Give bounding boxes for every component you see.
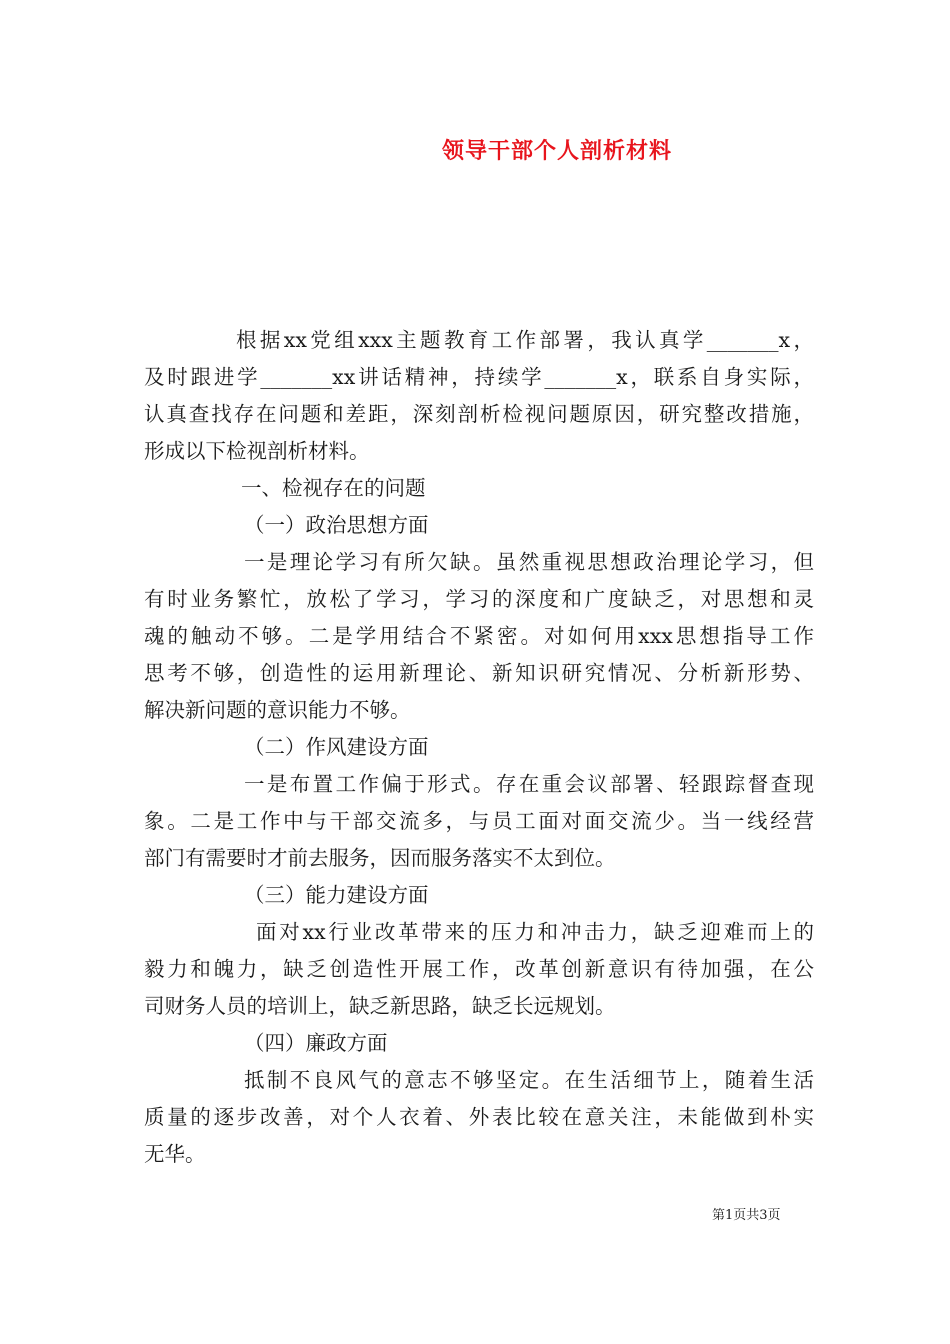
subsection-paragraph (144, 914, 814, 1025)
text-line: 认真查找存在问题和差距，深刻剖析检视问题原因，研究整改措施， (144, 402, 814, 426)
subsection-heading: （一）政治思想方面 (244, 513, 429, 537)
text-line: 思考不够，创造性的运用新理论、新知识研究情况、分析新形势、 (144, 661, 814, 685)
text-line: 质量的逐步改善，对个人衣着、外表比较在意关注，未能做到朴实 (144, 1105, 814, 1129)
subsection-heading: （二）作风建设方面 (244, 735, 429, 759)
subsection-heading: （四）廉政方面 (244, 1031, 388, 1055)
subsection-paragraph (144, 544, 814, 729)
text-line: 面对xx行业改革带来的压力和冲击力，缺乏迎难而上的 (256, 920, 814, 944)
page-number-footer: 第1页共3页 (712, 1208, 781, 1223)
subsection-paragraph (144, 1062, 814, 1173)
document-title: 领导干部个人剖析材料 (442, 138, 673, 164)
text-line: 抵制不良风气的意志不够坚定。在生活细节上，随着生活 (244, 1068, 814, 1092)
document-body (144, 322, 814, 1173)
intro-paragraph (144, 322, 814, 470)
text-line: 一是理论学习有所欠缺。虽然重视思想政治理论学习，但 (244, 550, 814, 574)
text-line: 根据xx党组xxx主题教育工作部署，我认真学_______x， (236, 328, 814, 352)
text-line: 部门有需要时才前去服务，因而服务落实不太到位。 (144, 846, 616, 870)
section-heading: 一、检视存在的问题 (241, 476, 426, 500)
text-line: 司财务人员的培训上，缺乏新思路，缺乏长远规划。 (144, 994, 616, 1018)
text-line: 魂的触动不够。二是学用结合不紧密。对如何用xxx思想指导工作 (144, 624, 814, 648)
text-line: 形成以下检视剖析材料。 (144, 439, 370, 463)
text-line: 毅力和魄力，缺乏创造性开展工作，改革创新意识有待加强，在公 (144, 957, 814, 981)
text-line: 一是布置工作偏于形式。存在重会议部署、轻跟踪督查现 (244, 772, 814, 796)
subsection-paragraph (144, 766, 814, 877)
text-line: 有时业务繁忙，放松了学习，学习的深度和广度缺乏，对思想和灵 (144, 587, 814, 611)
text-line: 无华。 (144, 1142, 206, 1166)
subsection-heading: （三）能力建设方面 (244, 883, 429, 907)
text-line: 及时跟进学_______xx讲话精神，持续学_______x，联系自身实际， (144, 365, 814, 389)
text-line: 解决新问题的意识能力不够。 (144, 698, 411, 722)
text-line: 象。二是工作中与干部交流多，与员工面对面交流少。当一线经营 (144, 809, 814, 833)
